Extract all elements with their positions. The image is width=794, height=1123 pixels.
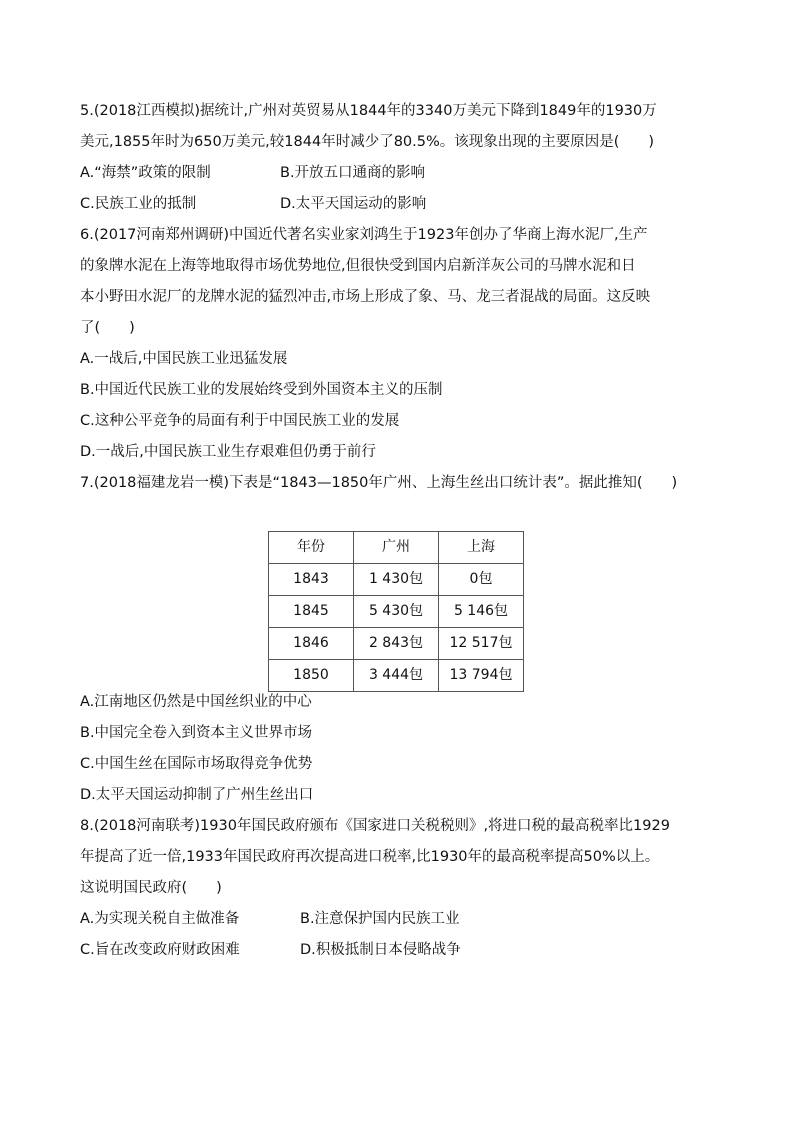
question-8-options-row-1 bbox=[80, 904, 720, 935]
question-6-stem-line-2: 的象牌水泥在上海等地取得市场优势地位,但很快受到国内启新洋灰公司的马牌水泥和日 bbox=[80, 258, 636, 274]
question-5-stem-line-1: 5.(2018江西模拟)据统计,广州对英贸易从1844年的3340万美元下降到1849年的1930万 bbox=[80, 103, 657, 119]
question-5-option-c[interactable]: C.民族工业的抵制 bbox=[80, 196, 197, 212]
table-cell-shanghai: 5 146包 bbox=[439, 596, 524, 628]
question-6-stem-line-3: 本小野田水泥厂的龙牌水泥的猛烈冲击,市场上形成了象、马、龙三者混战的局面。这反映 bbox=[80, 289, 651, 305]
question-5-options-row-1 bbox=[80, 158, 720, 189]
question-7-stem-line-1: 7.(2018福建龙岩一模)下表是“1843—1850年广州、上海生丝出口统计表”。据此推知( ) bbox=[80, 475, 678, 491]
question-7-option-a[interactable]: A.江南地区仍然是中国丝织业的中心 bbox=[80, 694, 312, 710]
question-8-stem-line-1: 8.(2018河南联考)1930年国民政府颁布《国家进口关税税则》,将进口税的最高税率比1929 bbox=[80, 818, 670, 834]
question-5 bbox=[80, 96, 720, 220]
table-cell-guangzhou: 3 444包 bbox=[354, 660, 439, 692]
question-8-option-c[interactable]: C.旨在改变政府财政困难 bbox=[80, 942, 240, 958]
question-6 bbox=[80, 220, 720, 468]
question-8-stem-line-2: 年提高了近一倍,1933年国民政府再次提高进口税率,比1930年的最高税率提高50%以上。 bbox=[80, 849, 660, 865]
question-7-option-b[interactable]: B.中国完全卷入到资本主义世界市场 bbox=[80, 725, 313, 741]
question-8-options-row-2 bbox=[80, 935, 720, 966]
table-header-year: 年份 bbox=[269, 532, 354, 564]
table-cell-guangzhou: 5 430包 bbox=[354, 596, 439, 628]
table-cell-shanghai: 0包 bbox=[439, 564, 524, 596]
question-8 bbox=[80, 811, 720, 966]
silk-export-table bbox=[268, 531, 524, 692]
table-cell-year: 1845 bbox=[269, 596, 354, 628]
table-cell-shanghai: 13 794包 bbox=[439, 660, 524, 692]
question-5-stem-line-2: 美元,1855年时为650万美元,较1844年时减少了80.5%。该现象出现的主要原因是( ) bbox=[80, 134, 655, 150]
table-cell-guangzhou: 1 430包 bbox=[354, 564, 439, 596]
table-row bbox=[269, 628, 524, 660]
question-8-stem-line-3: 这说明国民政府( ) bbox=[80, 880, 222, 896]
question-8-option-b[interactable]: B.注意保护国内民族工业 bbox=[300, 911, 460, 927]
question-5-option-b[interactable]: B.开放五口通商的影响 bbox=[280, 165, 426, 181]
table-header-shanghai: 上海 bbox=[439, 532, 524, 564]
table-cell-year: 1850 bbox=[269, 660, 354, 692]
table-header-guangzhou: 广州 bbox=[354, 532, 439, 564]
question-6-option-a[interactable]: A.一战后,中国民族工业迅猛发展 bbox=[80, 351, 288, 367]
table-cell-shanghai: 12 517包 bbox=[439, 628, 524, 660]
table-cell-year: 1846 bbox=[269, 628, 354, 660]
question-8-option-a[interactable]: A.为实现关税自主做准备 bbox=[80, 911, 240, 927]
question-8-option-d[interactable]: D.积极抵制日本侵略战争 bbox=[300, 942, 461, 958]
table-cell-guangzhou: 2 843包 bbox=[354, 628, 439, 660]
question-7-option-c[interactable]: C.中国生丝在国际市场取得竞争优势 bbox=[80, 756, 313, 772]
question-6-stem-line-4: 了( ) bbox=[80, 320, 135, 336]
question-content bbox=[80, 96, 720, 966]
table-row bbox=[269, 596, 524, 628]
question-6-option-c[interactable]: C.这种公平竞争的局面有利于中国民族工业的发展 bbox=[80, 413, 400, 429]
silk-export-table-wrap bbox=[80, 499, 720, 687]
question-6-stem-line-1: 6.(2017河南郑州调研)中国近代著名实业家刘鸿生于1923年创办了华商上海水泥厂,生产 bbox=[80, 227, 648, 243]
table-cell-year: 1843 bbox=[269, 564, 354, 596]
table-header-row bbox=[269, 532, 524, 564]
question-7-option-d[interactable]: D.太平天国运动抑制了广州生丝出口 bbox=[80, 787, 314, 803]
question-7 bbox=[80, 468, 720, 811]
table-row bbox=[269, 564, 524, 596]
question-5-option-d[interactable]: D.太平天国运动的影响 bbox=[280, 196, 427, 212]
table-row bbox=[269, 660, 524, 692]
question-5-option-a[interactable]: A.“海禁”政策的限制 bbox=[80, 165, 211, 181]
question-6-option-b[interactable]: B.中国近代民族工业的发展始终受到外国资本主义的压制 bbox=[80, 382, 443, 398]
question-6-option-d[interactable]: D.一战后,中国民族工业生存艰难但仍勇于前行 bbox=[80, 444, 376, 460]
question-5-options-row-2 bbox=[80, 189, 720, 220]
